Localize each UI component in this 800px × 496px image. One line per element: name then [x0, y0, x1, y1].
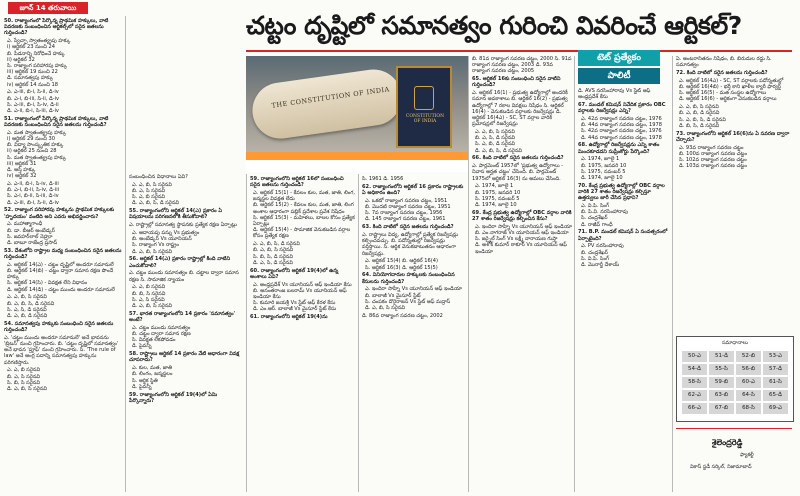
option-item: ఎ. ఎ, బి, సి, డి సరైనవి: [253, 241, 300, 248]
option-item: ఎ. ఒకటో రాజ్యాంగ సవరణ చట్టం, 1951: [365, 197, 448, 204]
answers-box: [676, 336, 794, 422]
option-item: సి. చంపకం దొరైరాజన్ Vs స్టేట్ ఆఫ్ మద్రాస్: [365, 298, 451, 305]
option-item: సి. 42వ రాజ్యాంగ సవరణ చట్టం, 1976: [581, 128, 662, 135]
option-item: బి. ఎ-i, బి-ii, సి-iv, డి-iii: [7, 187, 60, 194]
option-list: [129, 325, 243, 350]
option-item: సి. చంద్రశేఖర్: [581, 215, 608, 222]
body-text: ఏ. అంటరానితనం నిషేధం, బి. బిరుదుల రద్దు సి. సమానత్వం: [676, 56, 772, 69]
option-item: ఎ. ఎ-ii, బి-i, సి-iv, డి-iii: [7, 181, 59, 188]
option-list: [472, 224, 572, 255]
column-3: [250, 176, 355, 492]
option-item: సి. బి, సి సరైనవి: [7, 379, 40, 386]
option-item: iv) ఆర్టికల్ 32: [7, 173, 37, 180]
emblem-icon: [414, 86, 434, 110]
option-item: బి. 1975, జనవరి 10: [475, 189, 521, 196]
answer-cell: 53-ఎ: [763, 351, 788, 362]
question-text: 67. మండల్ కమిషన్ నివేదిక ప్రకారం OBC వర్గాలకు రిజర్వేషన్లు ఎన్ని?: [578, 102, 666, 115]
option-item: డి. మొరార్జీ దేశాయ్: [581, 262, 620, 269]
option-item: డి. పైవన్నీ: [132, 383, 152, 390]
question-text: 63. కింది వాటిలో సరైన జతలను గుర్తించండి?: [362, 224, 454, 231]
option-item: డి. 145 రాజ్యాంగ సవరణ చట్టం, 1961: [365, 216, 446, 223]
option-item: ఎ. మహాత్మాగాంధీ: [7, 221, 43, 228]
option-item: డి. ఆర్టికల్ 14(డి) - చట్టం ముందు అందరూ సమానులే: [7, 286, 115, 293]
title-rule: [246, 50, 792, 52]
option-item: సి. 7వ రాజ్యాంగ సవరణ చట్టం, 1956: [365, 210, 443, 217]
question-text: 69. కేంద్ర ప్రభుత్వ ఉద్యోగాల్లో OBC వర్గాల వారికి 27 శాతం రిజర్వేషన్లు కల్పించిన కేసు?: [472, 209, 572, 223]
option-list: [676, 145, 792, 170]
option-item: బి. ఆర్టికల్ 15(2) - కేవలం కుల, మత, జాతి, లింగ అంశాల ఆధారంగా పబ్లిక్ ప్రదేశాల ప్రవేశ నిషేధం: [253, 202, 354, 215]
option-item: ఎ. ఆంధ్రప్రదేశ్ Vs యూనియన్ ఆఫ్ ఇండియా కేసు: [253, 281, 352, 288]
option-item: ఎ. ఆర్టికల్ 15(4) బి. ఆర్టికల్ 16(4): [365, 258, 438, 265]
option-item: బి. చట్టం ద్వారా సమాన రక్షణ: [132, 331, 191, 338]
option-list: [4, 367, 122, 392]
option-item: ఎ. ఎ, బి సరైనవి: [132, 284, 166, 291]
body-text: ఎ. పార్లమెంట్ 1957లో 'ప్రభుత్వ ఉద్యోగాలు - నివాస అర్హత చట్టం' చేసింది. బి. పార్లమెంట్ 1975లో ఆర్టికల్ 16(3) ను అమలు చేసింది.: [472, 163, 564, 182]
question-text: 56. ఆర్టికల్ 14(ఎ) ప్రకారం రాష్ట్రాల్లో కింది వాటిని ఎంచుకోవాలి?: [129, 256, 231, 269]
answer-cell: 50-ఎ: [682, 351, 707, 362]
option-item: ii) ఆర్టికల్ 25 నుంచి 28: [7, 148, 57, 155]
option-item: బి. విద్యా సాంస్కృతిక హక్కు: [7, 142, 64, 149]
option-list: [578, 203, 670, 228]
option-item: బి. ఎ, సి సరైనవి: [132, 188, 166, 194]
constitution-image: [246, 56, 468, 172]
option-item: సి. ఎ, బి, డి సరైనవి: [475, 141, 516, 148]
option-item: ఎ. కుల, మత, జాతి: [132, 365, 173, 372]
option-item: సి. ఎ, సి, డి సరైనవి: [7, 306, 47, 313]
option-item: డి. రాజీవ్ గాంధీ: [581, 221, 613, 228]
option-item: బి. డా. బీఆర్ అంబేడ్కర్: [7, 227, 55, 234]
body-text: ఎ. 'చట్టం ముందు అందరూ సమానులే' అనే భావనను 'బ్రిటన్' నుంచి గ్రహించారు. బి. 'చట్టం దృష్టిలో సమానత్వం' అనే భావన 'ప్రూఫ్' నుంచి గ్రహించారు. సి. 'The rule of law' అనే ఆంగ్ల పదాన్ని సమానత్వపు హక్కును పరిగణిస్తారు.: [4, 334, 119, 366]
option-list: [676, 78, 792, 103]
option-list: [129, 230, 243, 255]
option-item: ఎ. ఎ, బి, సి సరైనవి: [7, 294, 47, 301]
answer-cell: 59-బి: [709, 377, 734, 388]
author-name: శైలెంద్రరెడ్డి: [712, 438, 743, 447]
option-item: డి. బాబూ రాజేంద్ర ప్రసాద్: [7, 240, 58, 247]
answer-cell: 63-బి: [709, 390, 734, 401]
column-divider: [125, 16, 126, 492]
option-item: బి. 44వ రాజ్యాంగ సవరణ చట్టం, 1978: [581, 122, 663, 129]
option-item: ఎ. ఎ, బి, సి సరైనవి: [132, 181, 172, 188]
question-text: 54. సమానత్వపు హక్కుకు సంబంధించి సరైన జతలను గుర్తించండి?: [4, 320, 114, 334]
question-text: 60. రాజ్యాంగంలోని ఆర్టికల్ 19(4)లో ఉన్న అంశాలు ఏవి?: [250, 267, 339, 280]
body-text: ఎ. రాష్ట్రాలు విద్య, ఉద్యోగాల్లో ప్రత్యేక రిజర్వేషన్లు కల్పించవచ్చు. బి. పదోన్నతుల్లో రిజర్వేషన్లు వర్తిస్తాయి. సి. ఆర్థిక వెనుకబాటుతనం ఆధారంగా రిజర్వేషన్లు.: [362, 232, 459, 257]
option-item: బి. ఎ, బి, డి సరైనవి: [679, 110, 720, 117]
special-banner: టెట్ ప్రత్యేకం: [578, 50, 660, 66]
option-item: ఎ. PV నరసింహారావు: [581, 243, 624, 250]
option-item: డి. ఎ, బి, సి సరైనవి: [132, 303, 173, 310]
option-item: సి. మత స్వాతంత్య్రపు హక్కు: [7, 154, 67, 161]
option-list: [4, 181, 122, 206]
answer-cell: 62-ఎ: [682, 390, 707, 401]
option-item: సి. ఆర్థిక స్థితి: [132, 377, 158, 384]
question-text: 71. B.P. మండల్ కమిషన్ ఏ సంవత్సరంలో ఏర్పాటైంది?: [578, 229, 668, 242]
option-item: ఎ. ఎ, బి, సి సరైనవి: [475, 129, 515, 136]
option-item: డి. 1974, జూలై 10: [581, 175, 623, 182]
question-text: 59. రాజ్యాంగంలోని ఆర్టికల్ 16లో సంబంధించి సరైన జతలను గుర్తించండి?: [250, 176, 344, 189]
answer-cell: 55-సి: [709, 364, 734, 375]
option-item: i) ఆర్టికల్ 29 నుంచి 30: [7, 136, 56, 143]
option-item: డి. 1974, జూలై 10: [475, 202, 517, 209]
answer-cell: 51-డి: [709, 351, 734, 362]
option-item: డి. ఎ, సి, డి సరైనవి: [253, 259, 293, 266]
answer-cell: 54-డి: [682, 364, 707, 375]
question-text: 50. రాజ్యాంగంలో పేర్కొన్న ప్రాథమిక హక్కులు, వాటి వివరణకు సంబంధించిన ఆర్టికల్స్‌లో సరైన జతలను గుర్తించండి?: [4, 18, 109, 37]
option-list: [578, 116, 670, 141]
option-list: [250, 241, 355, 266]
answer-cell: 58-సి: [682, 377, 707, 388]
option-item: సి. ఎ, బి, సి, డి సరైనవి: [679, 116, 726, 123]
option-item: డి. ఆస్తి హక్కు: [7, 167, 36, 174]
answer-cell: 65-డి: [763, 390, 788, 401]
option-item: ఎ. ఎ, బి, సి సరైనవి: [679, 104, 719, 111]
body-text: డి. AVS నరసింహారావు Vs స్టేట్ ఆఫ్ ఆంధ్రప్రదేశ్ కేసు: [578, 88, 651, 101]
option-item: సి. ఎ, సి సరైనవి: [132, 296, 165, 303]
option-item: సి. బి, సి, డి సరైనవి: [253, 253, 293, 260]
author-role: ఫ్యాకల్టీ: [740, 452, 754, 458]
option-item: ఎ. చట్టం ముందు సమానత్వం: [132, 324, 191, 331]
body-text: సి. 1961 డి. 1956: [362, 176, 404, 182]
option-item: సి. జవహర్‌లాల్ నెహ్రూ: [7, 233, 53, 240]
question-text: 72. కింది వాటిలో సరైన జతలను గుర్తించండి?: [676, 70, 768, 76]
answer-cell: 56-బి: [736, 364, 761, 375]
answer-cell: 64-సి: [736, 390, 761, 401]
scroll-shape: [249, 66, 405, 142]
option-item: బి. లింగం, జన్మస్థలం: [132, 371, 173, 378]
option-item: సి. జర్నైల్ సింగ్ Vs లక్ష్మీ నారాయణ గుప్తా: [475, 236, 558, 243]
option-item: బి. బి, సి సరైనవి: [132, 290, 166, 297]
option-item: సి. ఆర్టికల్ 15(3) - మహిళలు, బాలల కోసం ప్రత్యేక ఏర్పాట్లు: [253, 214, 355, 228]
answer-cell: 52-బి: [736, 351, 761, 362]
option-item: డి. ఎ-ii, బి-i, సి-iii, డి-iv: [7, 108, 59, 115]
author-rule: [676, 428, 792, 429]
option-list: [4, 38, 122, 88]
option-item: సి. ఆర్టికల్ 16(3) డి. ఆర్టికల్ 15(5): [365, 264, 438, 271]
question-text: 65. ఆర్టికల్ 16కు సంబంధించి సరైన వాటిని గుర్తించండి?: [472, 76, 561, 89]
option-item: సి. కుమారి జయశ్రీ Vs స్టేట్ ఆఫ్ కేరళ కేసు: [253, 300, 336, 307]
column-7: [676, 56, 792, 332]
option-item: సి. 1975, నవంబర్ 5: [581, 168, 626, 175]
option-item: ఎ. స్వేచ్ఛా స్వాతంత్య్రపు హక్కు: [7, 38, 71, 45]
option-item: డి. ఎ, బి, సి సరైనవి: [7, 386, 48, 393]
option-list: [4, 262, 122, 293]
option-item: సి. ఆర్టికల్ 14(సి) - వివక్షత లేని విధానం: [7, 280, 88, 287]
question-text: 62. రాజ్యాంగంలోని ఆర్టికల్ 16 ప్రకారం రాష్ట్రాలకు ఏ అధికారం ఉంది?: [362, 183, 464, 196]
option-item: డి. ఎ, బి, డి సరైనవి: [7, 313, 48, 320]
option-list: [4, 89, 122, 114]
body-text: ఎ. రాష్ట్రాల్లో సమానత్వ స్థాపనకు ప్రత్యేక రక్షణ ఏర్పాట్లు: [129, 222, 238, 229]
option-item: బి. పీడనాన్ని నిరోధించే హక్కు: [7, 50, 65, 57]
option-list: [4, 221, 122, 246]
option-item: డి. పైవన్నీ: [132, 343, 152, 350]
column-divider: [574, 56, 575, 492]
option-item: బి. అనంతరాంజ బలరామ్ Vs యూనియన్ ఆఫ్ ఇండియా కేసు: [253, 287, 347, 301]
column-divider: [358, 174, 359, 492]
option-list: [676, 104, 792, 129]
body-text: ఎ. చట్టం ముందు సమానత్వం బి. చట్టాల ద్వారా సమాన రక్షణ సి. సామాజిక న్యాయం: [129, 270, 239, 283]
constitution-book: [396, 66, 452, 148]
column-divider: [468, 56, 469, 492]
option-item: ఎ. ఆదాయపు పన్ను Vs ప్రభుత్వం: [132, 230, 200, 236]
option-list: [129, 365, 243, 390]
question-text: 52. రాజ్యాంగ పరిహారపు హక్కును ప్రాథమిక హక్కులకు 'హృదయం' వంటిది అని ఎవరు అభివర్ణించారు?: [4, 207, 115, 220]
option-item: బి. చంద్రశేఖర్: [581, 249, 608, 256]
column-5: [472, 56, 572, 492]
option-item: డి. ఎ, బి, సి సరైనవి: [132, 248, 173, 255]
question-text: 73. రాజ్యాంగంలోని ఆర్టికల్ 16(6)ను ఏ సవరణ ద్వారా చేర్చారు?: [676, 130, 790, 143]
option-item: సి. 1975, నవంబర్ 5: [475, 195, 520, 202]
answer-cell: 60-ఎ: [736, 377, 761, 388]
option-item: సి. వివక్షత లేకపోవడం: [132, 337, 176, 344]
option-item: బి. బాలాజీ Vs మైసూర్ స్టేట్: [365, 292, 421, 299]
option-item: ఎ. ఆర్టికల్ 15(1) - కేవలం కుల, మత, జాతి, లింగ, జన్మస్థల వివక్షత లేదు: [253, 190, 355, 203]
option-item: బి. ఎం.నాగరాజ్ Vs యూనియన్ ఆఫ్ ఇండియా: [475, 230, 569, 237]
column-divider: [672, 56, 673, 492]
question-text: 61. రాజ్యాంగంలోని ఆర్టికల్ 19(4)ను: [250, 314, 328, 321]
option-list: [250, 282, 355, 313]
body-text: బి. 81వ రాజ్యాంగ సవరణ చట్టం, 2000 సి. 91వ రాజ్యాంగ సవరణ చట్టం, 2003 డి. 93వ రాజ్యాంగ సవరణ చట్టం, 2005: [472, 56, 572, 75]
column-1: [4, 18, 122, 492]
option-item: బి. అంబేడ్కర్ Vs యూనియన్: [132, 236, 192, 243]
option-item: ఎ. ఆర్టికల్ 14(ఎ) - చట్టం దృష్టిలో అందరూ సమానులే: [7, 261, 114, 268]
option-item: ఎ. 93వ రాజ్యాంగ సవరణ చట్టం: [679, 144, 744, 151]
option-item: డి. ఎం.ఆర్. బాలాజీ Vs మైసూర్ స్టేట్ కేసు: [253, 306, 337, 313]
option-item: ఎ. ఎ, బి సరైనవి: [7, 367, 41, 374]
answers-grid: [681, 351, 789, 414]
option-item: ఎ. ఇందిరా సాహ్నీ Vs యూనియన్ ఆఫ్ ఇండియా: [475, 223, 572, 230]
option-list: [362, 286, 465, 311]
body-text: ఎ. ఆర్టికల్ 16(1) - ప్రభుత్వ ఉద్యోగాల్లో అందరికీ సమాన అవకాశాలు బి. ఆర్టికల్ 16(2) - ప్రభుత్వ ఉద్యోగాల్లో 7 రకాల వివక్షలు నిషేధం సి. ఆర్టికల్ 16(4) - వెనుకబడిన వర్గాలకు రిజర్వేషన్లు డి. ఆర్టికల్ 16(4ఎ) - SC, ST వర్గాల వారికి ప్రమోషన్లలో రిజర్వేషన్లు: [472, 90, 568, 128]
option-item: డి. బి, సి, డి సరైనవి: [679, 122, 720, 129]
option-list: [4, 294, 122, 319]
option-item: బి. 100వ రాజ్యాంగ సవరణ చట్టం: [679, 150, 748, 157]
question-text: 68. ఉద్యోగాల్లో రిజర్వేషన్లను ఎన్ని శాతం మించకూడదని సుప్రీంకోర్టు పేర్కొంది?: [578, 142, 660, 155]
answer-cell: 68-సి: [736, 403, 761, 414]
option-item: డి. ఆర్టికల్ 16(6) - ఆర్థికంగా వెనుకబడిన వర్గాలు: [679, 96, 777, 103]
option-item: సి. ఎ-i, బి-ii, సి-iii, డి-iv: [7, 193, 59, 200]
option-list: [250, 190, 355, 240]
question-text: 64. వినియోగదారుల హక్కులకు సంబంధించిన కేసులను గుర్తించండి?: [362, 272, 455, 285]
option-item: డి. ఆర్టికల్ 15(4) - సామాజిక వెనుకబడిన వర్గాల కోసం ప్రత్యేక రక్షణ: [253, 227, 351, 240]
option-item: డి. 44వ రాజ్యాంగ సవరణ చట్టం, 1978: [581, 134, 662, 141]
column-divider: [246, 174, 247, 492]
option-item: బి. ఎ, సి సరైనవి: [7, 373, 41, 380]
option-list: [129, 182, 243, 207]
body-text: డి. 86వ రాజ్యాంగ సవరణ చట్టం, 2002: [362, 312, 443, 319]
question-text: 55. రాజ్యాంగంలోని ఆర్టికల్ 14(ఎ) ప్రకారం ఏ విషయాలను పరిగణనలోకి తీసుకోవాలి?: [129, 208, 223, 221]
option-item: ఎ. 1974, జూలై 1: [475, 183, 514, 190]
option-item: బి. 1975, జనవరి 10: [581, 162, 627, 169]
flag-stripe-white: [246, 160, 468, 172]
option-item: బి. ఎ-i, బి-iii, సి-ii, డి-iv: [7, 95, 60, 102]
option-item: బి. ఎ, బి, సి సరైనవి: [253, 247, 294, 254]
option-item: ఎ. 42వ రాజ్యాంగ సవరణ చట్టం, 1976: [581, 116, 662, 122]
author-place: వికాస్ స్టడీ సర్కిల్, నిజామాబాద్: [690, 464, 752, 470]
scroll-text: THE CONSTITUTION OF INDIA: [271, 85, 391, 110]
answer-cell: 67-బి: [709, 403, 734, 414]
option-item: బి. ఎ, బి, సి, డి సరైనవి: [7, 300, 55, 307]
option-item: బి. ఆర్టికల్ 16(4బి) - భర్తీ కాని ఖాళీల క్యారీ ఫార్వర్డ్: [679, 84, 781, 90]
option-item: ఎ. ఇందిరా సాహ్నీ Vs యూనియన్ ఆఫ్ ఇండియా: [365, 286, 463, 293]
page-title: చట్టం దృష్టిలో సమానత్వం గురించి వివరించే ఆర్టికల్?: [246, 11, 742, 40]
date-tag: జూన్ 14 తరువాయి: [8, 2, 88, 14]
option-item: బి. ఆర్టికల్ 14(బి) - చట్టం ద్వారా సమాన రక్షణ పొందే హక్కు: [7, 268, 114, 281]
question-text: 58. రాష్ట్రాలు ఆర్టికల్ 14 ప్రకారం వేటి ఆధారంగా వివక్ష చూపరాదు?: [129, 351, 240, 364]
option-item: సి. ఆర్టికల్ 16(5) - మత సంస్థల ఉద్యోగాలు: [679, 90, 767, 97]
option-list: [4, 130, 122, 180]
answer-cell: 69-ఎ: [763, 403, 788, 414]
answer-cell: 61-సి: [763, 377, 788, 388]
answer-cell: 57-డి: [763, 364, 788, 375]
column-2: [129, 174, 243, 492]
answer-cell: 66-ఎ: [682, 403, 707, 414]
question-text: 59. రాజ్యాంగంలోని ఆర్టికల్ 19(4)లో ఏమి పేర్కొన్నారు?: [129, 391, 218, 404]
question-text: 51. రాజ్యాంగంలో పేర్కొన్న ప్రాథమిక హక్కులు, వాటి వివరణకు సంబంధించిన సరైన జతలను గుర్తించండి?: [4, 115, 109, 129]
book-text: CONSTITUTION OF INDIA: [405, 114, 445, 124]
option-list: [472, 129, 572, 154]
answers-title: సమాధానాలు: [722, 340, 748, 346]
subject-banner: పాలిటీ: [578, 68, 660, 84]
option-item: సి. రాజ్యాంగ Vs రాష్ట్రం: [132, 242, 179, 249]
option-item: సి. రాజ్యాంగ పరిహారపు హక్కు: [7, 63, 68, 70]
option-item: iii) ఆర్టికల్ 19 నుంచి 22: [7, 69, 58, 76]
option-item: ii) ఆర్టికల్ 32: [7, 56, 35, 63]
option-item: సి. 102వ రాజ్యాంగ సవరణ చట్టం: [679, 157, 747, 164]
option-item: డి. 103వ రాజ్యాంగ సవరణ చట్టం: [679, 163, 747, 170]
option-item: ఎ. వి.పి. సింగ్: [581, 203, 610, 210]
body-text: సంబంధించిన విధానాలు ఏవి?: [129, 174, 188, 180]
option-list: [578, 156, 670, 181]
question-text: 53. దేశంలోని రాష్ట్రాల మధ్య సంబంధించిన సరైన జతలను గుర్తించండి?: [4, 247, 122, 261]
option-item: డి. అశోక్ కుమార్ ఠాకూర్ Vs యూనియన్ ఆఫ్ ఇండియా: [475, 242, 567, 255]
option-list: [362, 198, 465, 223]
column-4: [362, 176, 465, 492]
option-item: iii) ఆర్టికల్ 31: [7, 160, 37, 167]
option-item: ఎ. 1974, జూలై 1: [581, 156, 620, 163]
option-item: సి. ఎ, బి సరైనవి: [132, 194, 166, 201]
option-list: [578, 243, 670, 268]
option-item: బి. మొదటి రాజ్యాంగ సవరణ చట్టం, 1951: [365, 204, 451, 210]
option-list: [472, 183, 572, 208]
question-text: 66. కింది వాటిలో సరైన జతలను గుర్తించండి?: [472, 155, 564, 162]
question-text: 70. కేంద్ర ప్రభుత్వ ఉద్యోగాల్లో OBC వర్గాల వారికి 27 శాతం రిజర్వేషన్లు కల్పిస్తూ ఉత్తర్వులు జారీ చేసిన ప్రధాని?: [578, 182, 665, 202]
option-list: [129, 284, 243, 309]
option-item: iv) ఆర్టికల్ 14 నుంచి 18: [7, 81, 59, 88]
option-item: బి. ఎ, సి, డి సరైనవి: [475, 135, 516, 142]
option-item: డి. సమానత్వపు హక్కు: [7, 75, 54, 82]
column-6: [578, 88, 670, 492]
option-item: డి. ఎ, బి, సి, డి సరైనవి: [475, 147, 523, 154]
option-item: డి. ఎ-iii, బి-i, సి-ii, డి-iv: [7, 199, 59, 206]
option-item: ఎ. ఎ-iii, బి-i, సి-ii, డి-iv: [7, 89, 59, 96]
question-text: 57. భారత రాజ్యాంగంలోని 14 ప్రకారం 'సమానత్వం' అంటే?: [129, 310, 236, 324]
option-list: [362, 258, 465, 270]
option-item: i) ఆర్టికల్ 23 నుంచి 24: [7, 44, 56, 51]
option-item: డి. ఎ, బి, సి సరైనవి: [365, 305, 406, 312]
option-item: ఎ. మత స్వాతంత్య్రపు హక్కు: [7, 129, 67, 136]
option-item: సి. ఎ-iii, బి-i, సి-iv, డి-ii: [7, 101, 59, 108]
option-item: సి. వి.పి. సింగ్: [581, 255, 610, 262]
option-item: డి. ఎ, బి, సి, డి సరైనవి: [132, 200, 180, 207]
option-item: ఎ. ఆర్టికల్ 16(4ఎ) - SC, ST వర్గాలకు పదోన్నతుల్లో: [679, 77, 784, 84]
option-item: బి. పి.వి. నరసింహారావు: [581, 209, 628, 216]
